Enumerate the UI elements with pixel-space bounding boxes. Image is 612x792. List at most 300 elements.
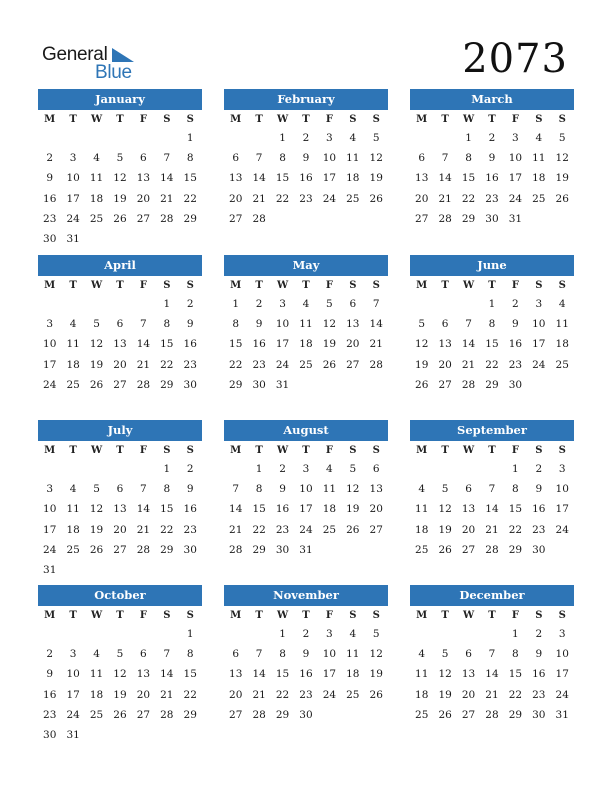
month-header: June: [410, 255, 574, 276]
day-cell: 18: [66, 523, 80, 536]
day-cell: 2: [186, 463, 194, 475]
day-cell: 19: [322, 338, 337, 351]
day-cell: 6: [232, 648, 240, 661]
day-cell: 16: [532, 668, 546, 681]
week-row: [38, 725, 202, 745]
day-cell: [318, 375, 341, 395]
weekday-label: T: [255, 114, 263, 125]
month-header: March: [410, 89, 574, 110]
day-cell: 3: [46, 483, 54, 496]
day-cell: 1: [163, 463, 171, 475]
logo-triangle-icon: [112, 48, 134, 62]
day-cell: [155, 624, 178, 644]
week-row: [38, 355, 202, 375]
weekday-label: M: [416, 445, 428, 456]
day-cell: 18: [66, 358, 80, 371]
calendar-year: 2073: [462, 36, 568, 82]
day-cell: 26: [346, 523, 360, 536]
day-cell: 19: [369, 668, 383, 681]
day-cell: 18: [415, 688, 429, 701]
day-cell: 8: [512, 483, 519, 496]
day-cell: 3: [69, 152, 77, 165]
day-cell: 25: [415, 708, 429, 721]
week-row: [38, 624, 202, 644]
day-cell: 6: [140, 152, 147, 165]
day-cell: 8: [279, 152, 286, 165]
day-cell: 27: [369, 523, 383, 536]
day-cell: 22: [275, 192, 290, 205]
weekday-label: M: [416, 114, 428, 125]
day-cell: 7: [441, 152, 449, 165]
week-row: [410, 705, 574, 725]
day-cell: 23: [183, 523, 197, 536]
week-row: [410, 499, 574, 519]
month-july: [38, 420, 202, 580]
day-cell: 27: [229, 708, 243, 721]
day-cell: 4: [418, 483, 426, 496]
day-cell: 15: [183, 172, 197, 185]
day-cell: 3: [535, 298, 543, 310]
day-cell: 19: [438, 523, 452, 536]
day-cell: 18: [346, 172, 360, 185]
day-cell: [341, 375, 364, 395]
day-cell: 21: [485, 523, 499, 536]
day-cell: [132, 624, 155, 644]
day-cell: 27: [136, 708, 151, 721]
weekday-label: F: [325, 114, 333, 125]
weekday-label: T: [255, 280, 263, 291]
day-cell: [247, 128, 270, 148]
week-row: [410, 314, 574, 334]
weekday-label: S: [349, 610, 357, 621]
day-cell: 23: [252, 358, 266, 371]
day-cell: 20: [461, 523, 476, 536]
day-cell: [365, 540, 388, 560]
day-cell: 15: [160, 338, 174, 351]
day-cell: 23: [532, 688, 546, 701]
week-row: [38, 168, 202, 188]
day-cell: 4: [69, 483, 77, 496]
day-cell: 26: [113, 212, 127, 225]
weekday-label: F: [511, 280, 519, 291]
day-cell: 26: [322, 358, 337, 371]
day-cell: 24: [299, 523, 313, 536]
weekday-label: S: [163, 610, 171, 621]
weekday-label: T: [441, 114, 449, 125]
day-cell: 12: [438, 668, 452, 681]
day-cell: 22: [183, 688, 197, 701]
weekday-label: T: [255, 445, 263, 456]
day-cell: [179, 725, 202, 745]
week-row: [410, 334, 574, 354]
day-cell: 11: [415, 668, 429, 681]
day-cell: 12: [438, 503, 452, 516]
day-cell: 20: [113, 358, 127, 371]
day-cell: [410, 459, 433, 479]
month-header: August: [224, 420, 388, 441]
day-cell: 22: [508, 688, 523, 701]
week-row: [38, 128, 202, 148]
week-row: [410, 168, 574, 188]
day-cell: 22: [160, 358, 174, 371]
day-cell: [85, 560, 108, 580]
day-cell: [527, 209, 550, 229]
weekday-label: M: [230, 280, 242, 291]
week-row: [224, 334, 388, 354]
day-cell: 29: [229, 378, 243, 391]
week-row: [410, 664, 574, 684]
day-cell: 25: [415, 543, 429, 556]
week-row: [224, 375, 388, 395]
day-cell: 9: [46, 668, 54, 681]
day-cell: [551, 540, 574, 560]
day-cell: 4: [535, 132, 543, 144]
day-cell: 24: [532, 358, 546, 371]
day-cell: 8: [163, 483, 171, 496]
weekday-label: T: [116, 610, 124, 621]
day-cell: 13: [415, 172, 429, 185]
week-row: [410, 644, 574, 664]
day-cell: 6: [140, 648, 147, 661]
day-cell: 3: [558, 463, 566, 475]
day-cell: 21: [369, 338, 383, 351]
week-row: [410, 128, 574, 148]
day-cell: 6: [418, 152, 426, 165]
month-header: October: [38, 585, 202, 606]
day-cell: 9: [46, 172, 54, 185]
day-cell: 27: [346, 358, 360, 371]
day-cell: 18: [299, 338, 313, 351]
day-cell: 1: [512, 463, 519, 475]
week-row: [410, 624, 574, 644]
day-cell: 8: [465, 152, 472, 165]
day-cell: 30: [252, 378, 266, 391]
week-row: [38, 375, 202, 395]
day-cell: 19: [346, 503, 360, 516]
day-cell: 25: [322, 523, 337, 536]
day-cell: [38, 459, 61, 479]
day-cell: 9: [535, 483, 543, 496]
day-cell: 13: [136, 668, 151, 681]
day-cell: 30: [43, 728, 57, 741]
day-cell: 12: [369, 648, 383, 661]
day-cell: [224, 624, 247, 644]
day-cell: 4: [302, 298, 310, 310]
day-cell: 9: [302, 648, 310, 661]
weekday-label: S: [186, 280, 194, 291]
day-cell: 7: [140, 483, 147, 496]
day-cell: 24: [555, 688, 569, 701]
day-cell: [294, 209, 317, 229]
day-cell: 27: [438, 378, 452, 391]
day-cell: 14: [136, 503, 151, 516]
week-row: [410, 540, 574, 560]
day-cell: 16: [299, 172, 313, 185]
day-cell: 27: [136, 212, 151, 225]
day-cell: 23: [43, 708, 57, 721]
weekday-label: F: [139, 114, 147, 125]
week-row: [38, 520, 202, 540]
day-cell: 23: [485, 192, 499, 205]
day-cell: 8: [186, 152, 194, 165]
day-cell: [155, 229, 178, 249]
day-cell: 26: [369, 688, 383, 701]
day-cell: 27: [229, 212, 243, 225]
day-cell: 11: [322, 483, 337, 496]
day-cell: [85, 624, 108, 644]
weekday-label: W: [90, 114, 103, 125]
day-cell: 27: [113, 378, 127, 391]
day-cell: 6: [116, 318, 124, 331]
day-cell: 29: [160, 378, 174, 391]
day-cell: 13: [461, 503, 476, 516]
day-cell: 24: [555, 523, 569, 536]
week-row: [224, 148, 388, 168]
day-cell: 9: [186, 483, 194, 496]
day-cell: 4: [93, 152, 100, 165]
day-cell: 8: [255, 483, 263, 496]
day-cell: 13: [229, 668, 243, 681]
weekday-label: T: [488, 280, 496, 291]
day-cell: [61, 560, 84, 580]
day-cell: 26: [113, 708, 127, 721]
day-cell: 11: [66, 503, 80, 516]
day-cell: 5: [349, 463, 357, 475]
weekday-label: W: [462, 280, 475, 291]
day-cell: 19: [113, 192, 127, 205]
day-cell: 12: [346, 483, 360, 496]
week-row: [38, 560, 202, 580]
day-cell: [85, 229, 108, 249]
weekday-label: F: [511, 114, 519, 125]
day-cell: 29: [508, 543, 523, 556]
month-november: [224, 585, 388, 725]
weekday-label: T: [116, 445, 124, 456]
day-cell: 16: [532, 503, 546, 516]
day-cell: 10: [66, 668, 80, 681]
weekday-label: T: [441, 610, 449, 621]
day-cell: 16: [183, 503, 197, 516]
day-cell: 24: [322, 688, 337, 701]
day-cell: 29: [508, 708, 523, 721]
day-cell: 4: [558, 298, 566, 310]
day-cell: 17: [532, 338, 546, 351]
day-cell: 29: [275, 708, 290, 721]
day-cell: 24: [43, 378, 57, 391]
week-row: [224, 644, 388, 664]
day-cell: 15: [275, 668, 290, 681]
day-cell: 19: [438, 688, 452, 701]
week-row: [224, 459, 388, 479]
day-cell: 26: [555, 192, 569, 205]
weekday-label: F: [139, 610, 147, 621]
day-cell: 5: [372, 132, 380, 144]
day-cell: 13: [461, 668, 476, 681]
week-row: [410, 520, 574, 540]
weekday-header-row: [38, 277, 202, 294]
weekday-label: M: [44, 114, 56, 125]
day-cell: 2: [46, 152, 54, 165]
logo-text-general: General: [42, 44, 108, 65]
day-cell: 7: [488, 648, 496, 661]
day-cell: 7: [372, 298, 380, 310]
day-cell: 14: [461, 338, 476, 351]
weekday-header-row: [224, 607, 388, 624]
brand-logo: [42, 44, 142, 84]
day-cell: 5: [441, 483, 449, 496]
day-cell: 28: [485, 708, 499, 721]
day-cell: [341, 705, 364, 725]
day-cell: [341, 540, 364, 560]
day-cell: 2: [186, 298, 194, 310]
day-cell: 5: [116, 152, 124, 165]
day-cell: [108, 229, 131, 249]
day-cell: 7: [140, 318, 147, 331]
weekday-label: F: [511, 445, 519, 456]
day-cell: 16: [43, 192, 57, 205]
day-cell: 2: [535, 463, 543, 475]
day-cell: 2: [279, 463, 286, 475]
weekday-label: M: [230, 445, 242, 456]
day-cell: 9: [488, 152, 496, 165]
weekday-label: W: [90, 445, 103, 456]
day-cell: 20: [229, 688, 243, 701]
day-cell: 10: [43, 503, 57, 516]
day-cell: 20: [229, 192, 243, 205]
day-cell: 13: [113, 338, 127, 351]
day-cell: 14: [369, 318, 383, 331]
day-cell: 20: [461, 688, 476, 701]
day-cell: [85, 725, 108, 745]
day-cell: 12: [555, 152, 569, 165]
day-cell: 21: [461, 358, 476, 371]
day-cell: 11: [346, 648, 360, 661]
day-cell: 6: [465, 648, 472, 661]
day-cell: 9: [279, 483, 286, 496]
weekday-label: T: [69, 610, 77, 621]
day-cell: 12: [113, 172, 127, 185]
day-cell: [294, 375, 317, 395]
day-cell: 12: [89, 503, 104, 516]
month-may: [224, 255, 388, 395]
weekday-label: T: [69, 280, 77, 291]
day-cell: 13: [369, 483, 383, 496]
day-cell: 21: [252, 192, 266, 205]
month-september: [410, 420, 574, 560]
week-row: [224, 685, 388, 705]
day-cell: 15: [229, 338, 243, 351]
week-row: [38, 644, 202, 664]
day-cell: 19: [113, 688, 127, 701]
week-row: [410, 209, 574, 229]
day-cell: [318, 705, 341, 725]
weekday-label: M: [44, 280, 56, 291]
day-cell: 9: [512, 318, 519, 331]
month-header: December: [410, 585, 574, 606]
day-cell: [108, 560, 131, 580]
day-cell: 4: [349, 132, 357, 144]
day-cell: [85, 128, 108, 148]
day-cell: [410, 624, 433, 644]
day-cell: 11: [299, 318, 313, 331]
day-cell: 12: [415, 338, 429, 351]
day-cell: 30: [43, 232, 57, 245]
weekday-label: M: [44, 610, 56, 621]
day-cell: 20: [113, 523, 127, 536]
day-cell: 10: [66, 172, 80, 185]
day-cell: [155, 560, 178, 580]
day-cell: [132, 128, 155, 148]
weekday-header-row: [410, 277, 574, 294]
day-cell: 14: [160, 668, 174, 681]
day-cell: 28: [252, 212, 266, 225]
day-cell: 9: [535, 648, 543, 661]
week-row: [224, 294, 388, 314]
weekday-label: W: [462, 445, 475, 456]
day-cell: 10: [508, 152, 523, 165]
day-cell: 5: [93, 483, 100, 496]
weekday-label: W: [90, 280, 103, 291]
day-cell: 24: [66, 212, 80, 225]
day-cell: 17: [275, 338, 290, 351]
day-cell: 7: [232, 483, 240, 496]
day-cell: 5: [558, 132, 566, 144]
weekday-label: S: [163, 280, 171, 291]
day-cell: 1: [465, 132, 472, 144]
day-cell: 1: [186, 628, 194, 640]
day-cell: 16: [183, 338, 197, 351]
weekday-label: S: [372, 114, 380, 125]
week-row: [38, 685, 202, 705]
day-cell: 26: [438, 708, 452, 721]
day-cell: 23: [183, 358, 197, 371]
day-cell: [108, 128, 131, 148]
day-cell: 7: [255, 648, 263, 661]
day-cell: 20: [346, 338, 360, 351]
day-cell: 27: [113, 543, 127, 556]
weekday-header-row: [410, 111, 574, 128]
day-cell: 13: [346, 318, 360, 331]
week-row: [224, 479, 388, 499]
day-cell: 26: [89, 543, 104, 556]
day-cell: 25: [346, 192, 360, 205]
day-cell: 22: [485, 358, 499, 371]
weekday-label: T: [441, 445, 449, 456]
day-cell: 5: [93, 318, 100, 331]
weekday-label: T: [488, 114, 496, 125]
day-cell: 5: [441, 648, 449, 661]
day-cell: [365, 705, 388, 725]
day-cell: 30: [532, 543, 546, 556]
weekday-label: M: [416, 280, 428, 291]
day-cell: [480, 624, 503, 644]
day-cell: 30: [532, 708, 546, 721]
weekday-label: S: [372, 610, 380, 621]
month-header: September: [410, 420, 574, 441]
day-cell: 10: [322, 648, 337, 661]
week-row: [38, 314, 202, 334]
day-cell: 29: [252, 543, 266, 556]
day-cell: 14: [136, 338, 151, 351]
day-cell: 14: [252, 668, 266, 681]
day-cell: [457, 624, 480, 644]
week-row: [410, 685, 574, 705]
day-cell: 2: [302, 628, 310, 640]
day-cell: 6: [372, 463, 380, 475]
day-cell: 8: [163, 318, 171, 331]
day-cell: 26: [415, 378, 429, 391]
weekday-label: F: [325, 610, 333, 621]
